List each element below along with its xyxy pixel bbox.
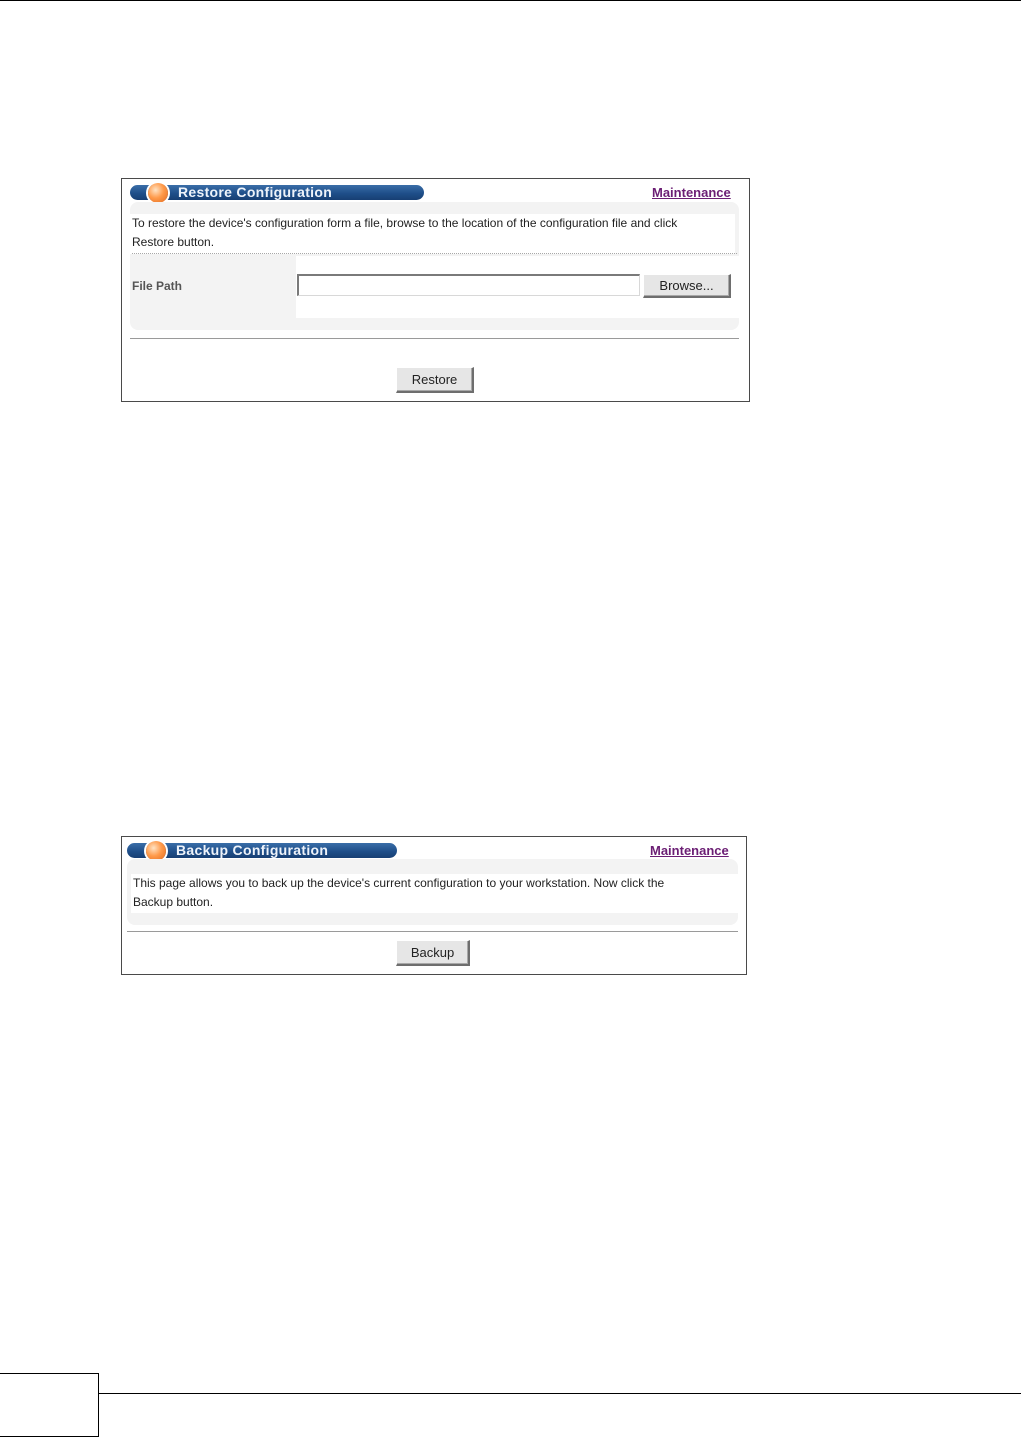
page-top-rule (0, 0, 1021, 1)
page-footer-rule (0, 1393, 1021, 1394)
restore-description-line1: To restore the device's configuration form a file, browse to the location of the configuration file and click (132, 216, 678, 230)
panel-title: Backup Configuration (176, 842, 329, 858)
backup-description (131, 874, 738, 913)
backup-configuration-panel (121, 836, 747, 975)
file-path-label: File Path (132, 279, 183, 293)
action-separator (130, 338, 739, 340)
action-separator (127, 931, 738, 933)
backup-description-line1: This page allows you to back up the device's current configuration to your workstation. Now click the (133, 876, 665, 890)
panel-title: Restore Configuration (178, 184, 333, 200)
status-orb-icon (148, 183, 168, 203)
restore-button[interactable]: Restore (396, 367, 474, 393)
file-path-input[interactable] (297, 274, 640, 296)
page-number-box (0, 1373, 99, 1437)
restore-configuration-panel (121, 178, 750, 402)
backup-button[interactable]: Backup (396, 940, 470, 966)
backup-description-line2: Backup button. (133, 895, 214, 909)
description-separator (132, 253, 737, 254)
restore-description-line2: Restore button. (132, 235, 215, 249)
maintenance-link[interactable]: Maintenance (650, 843, 729, 858)
restore-description (130, 214, 735, 254)
maintenance-link[interactable]: Maintenance (652, 185, 731, 200)
browse-button[interactable]: Browse... (643, 274, 731, 298)
status-orb-icon (146, 841, 166, 861)
